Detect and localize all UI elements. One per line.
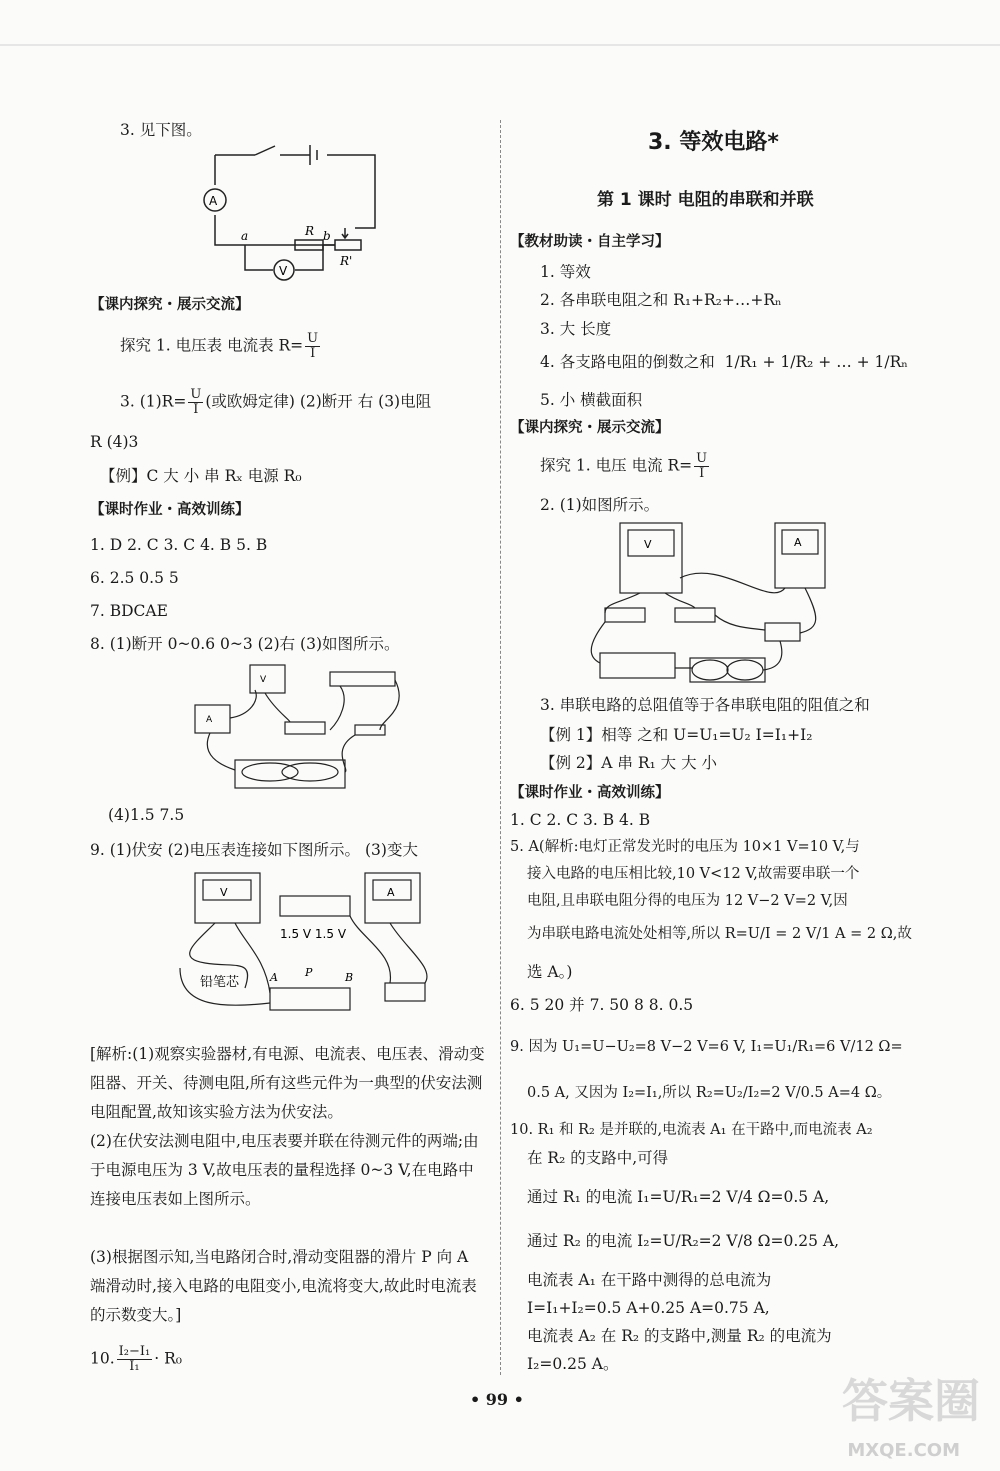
r-answer-10e: 电流表 A₁ 在干路中测得的总电流为 — [527, 1271, 772, 1289]
r-example-2: 【例 2】A 串 R₁ 大 大 小 — [540, 754, 718, 772]
watermark-url: MXQE.COM — [847, 1440, 960, 1461]
svg-text:V: V — [644, 538, 652, 551]
circuit-diagram-1 — [195, 140, 395, 285]
r-explore-2: 2. (1)如图所示。 — [540, 496, 660, 514]
explore-line: 探究 1. 电压表 电流表 R= $\frac{U}{I}$ — [120, 331, 319, 361]
example-line: 【例】C 大 小 串 Rₓ 电源 R₀ — [100, 467, 302, 485]
answer-10: 10. $\frac{\text{I₂−I₁}}{\text{I₁}}$ · R₀ — [90, 1344, 182, 1374]
answer-8-4: (4)1.5 7.5 — [108, 806, 185, 824]
svg-text:B: B — [345, 971, 354, 984]
section-title: 3. 等效电路* — [648, 130, 779, 155]
svg-text:V: V — [220, 886, 228, 899]
r-answer-10b: 在 R₂ 的支路中,可得 — [527, 1149, 669, 1167]
answer-7: 7. BDCAE — [90, 602, 168, 620]
r-answer-10h: I₂=0.25 A。 — [527, 1355, 619, 1373]
answer-6: 6. 2.5 0.5 5 — [90, 569, 179, 587]
svg-text:A: A — [206, 715, 213, 725]
r-item-5: 5. 小 横截面积 — [540, 391, 643, 409]
analysis-3: (3)根据图示知,当电路闭合时,滑动变阻器的滑片 P 向 A 端滑动时,接入电路的电阻变小,电流将变大,故此时电流表的示数变大。] — [90, 1248, 477, 1324]
svg-text:A: A — [270, 971, 278, 984]
r-answer-1-4: 1. C 2. C 3. B 4. B — [510, 811, 651, 829]
item3-line: 3. (1)R= $\frac{U}{I}$ (或欧姆定律) (2)断开 右 (3)电阻 — [120, 387, 432, 417]
svg-text:A: A — [794, 536, 802, 549]
apparatus-figure-right — [580, 518, 840, 688]
ammeter-label: A — [209, 194, 218, 208]
battery-label: 1.5 V 1.5 V — [280, 927, 347, 941]
pencil-lead-label: 铅笔芯 — [200, 975, 240, 990]
section-heading: 【课内探究・展示交流】 — [90, 297, 250, 313]
section-heading: 【课时作业・高效训练】 — [510, 785, 670, 801]
answer-8: 8. (1)断开 0~0.6 0~3 (2)右 (3)如图所示。 — [90, 635, 400, 653]
r-answer-10d: 通过 R₂ 的电流 I₂=U/R₂=2 V/8 Ω=0.25 A, — [527, 1232, 840, 1250]
svg-text:A: A — [387, 886, 395, 899]
svg-text:a: a — [241, 229, 249, 243]
svg-text:V: V — [260, 675, 267, 685]
r-answer-5a: 5. A(解析:电灯正常发光时的电压为 10×1 V=10 V,与 — [510, 839, 860, 855]
r-answer-9a: 9. 因为 U₁=U−U₂=8 V−2 V=6 V, I₁=U₁/R₁=6 V/12 Ω= — [510, 1039, 903, 1055]
r-answer-5d: 为串联电路电流处处相等,所以 R=U/I = 2 V/1 A = 2 Ω,故 — [527, 926, 912, 942]
r-item-4: 4. 各支路电阻的倒数之和 1/R₁ + 1/R₂ + … + 1/Rₙ — [540, 353, 908, 371]
svg-text:R: R — [305, 224, 315, 238]
page-number: • 99 • — [470, 1390, 524, 1409]
apparatus-figure-8 — [180, 660, 420, 795]
top-border — [0, 44, 1000, 46]
column-divider — [500, 120, 501, 1375]
r-answer-5e: 选 A。) — [527, 963, 573, 981]
r-item-3-conclusion: 3. 串联电路的总阻值等于各串联电阻的阻值之和 — [540, 696, 870, 714]
watermark-logo: 答案圈 — [842, 1374, 980, 1428]
svg-text:P: P — [305, 966, 313, 979]
section-heading: 【课内探究・展示交流】 — [510, 420, 670, 436]
analysis-1: [解析:(1)观察实验器材,有电源、电流表、电压表、滑动变阻器、开关、待测电阻,所有这些元件为一典型的伏安法测电阻配置,故知该实验方法为伏安法。 — [90, 1045, 485, 1121]
r-answer-5b: 接入电路的电压相比较,10 V<12 V,故需要串联一个 — [527, 866, 860, 882]
r-item-3: 3. 大 长度 — [540, 320, 612, 338]
r-answer-10g: 电流表 A₂ 在 R₂ 的支路中,测量 R₂ 的电流为 — [527, 1327, 832, 1345]
lesson-title: 第 1 课时 电阻的串联和并联 — [597, 190, 814, 210]
r-answer-6-8: 6. 5 20 并 7. 50 8 8. 0.5 — [510, 996, 694, 1014]
r-answer-10f: I=I₁+I₂=0.5 A+0.25 A=0.75 A, — [527, 1299, 770, 1317]
r-answer-5c: 电阻,且串联电阻分得的电压为 12 V−2 V=2 V,因 — [527, 893, 848, 909]
r-item-1: 1. 等效 — [540, 263, 591, 281]
q3-text: 3. 见下图。 — [120, 121, 202, 139]
svg-text:R': R' — [340, 254, 353, 268]
r-explore: 探究 1. 电压 电流 R= $\frac{U}{I}$ — [540, 451, 708, 481]
r-item-2: 2. 各串联电阻之和 R₁+R₂+…+Rₙ — [540, 291, 782, 309]
apparatus-figure-9 — [175, 868, 435, 1033]
answer-1-5: 1. D 2. C 3. C 4. B 5. B — [90, 536, 268, 554]
svg-text:b: b — [323, 229, 331, 243]
answer-9: 9. (1)伏安 (2)电压表连接如下图所示。 (3)变大 — [90, 841, 418, 859]
section-heading: 【教材助读・自主学习】 — [510, 234, 670, 250]
r-answer-10c: 通过 R₁ 的电流 I₁=U/R₁=2 V/4 Ω=0.5 A, — [527, 1188, 830, 1206]
r-example-1: 【例 1】相等 之和 U=U₁=U₂ I=I₁+I₂ — [540, 726, 813, 744]
r-answer-9b: 0.5 A, 又因为 I₂=I₁,所以 R₂=U₂/I₂=2 V/0.5 A=4 Ω。 — [527, 1085, 892, 1101]
section-heading: 【课时作业・高效训练】 — [90, 502, 250, 518]
voltmeter-label: V — [279, 264, 288, 278]
r-answer-10a: 10. R₁ 和 R₂ 是并联的,电流表 A₁ 在干路中,而电流表 A₂ — [510, 1122, 873, 1138]
analysis-2: (2)在伏安法测电阻中,电压表要并联在待测元件的两端;由于电源电压为 3 V,故电压表的量程选择 0~3 V,在电路中连接电压表如上图所示。 — [90, 1132, 479, 1208]
item3-continued: R (4)3 — [90, 433, 139, 451]
